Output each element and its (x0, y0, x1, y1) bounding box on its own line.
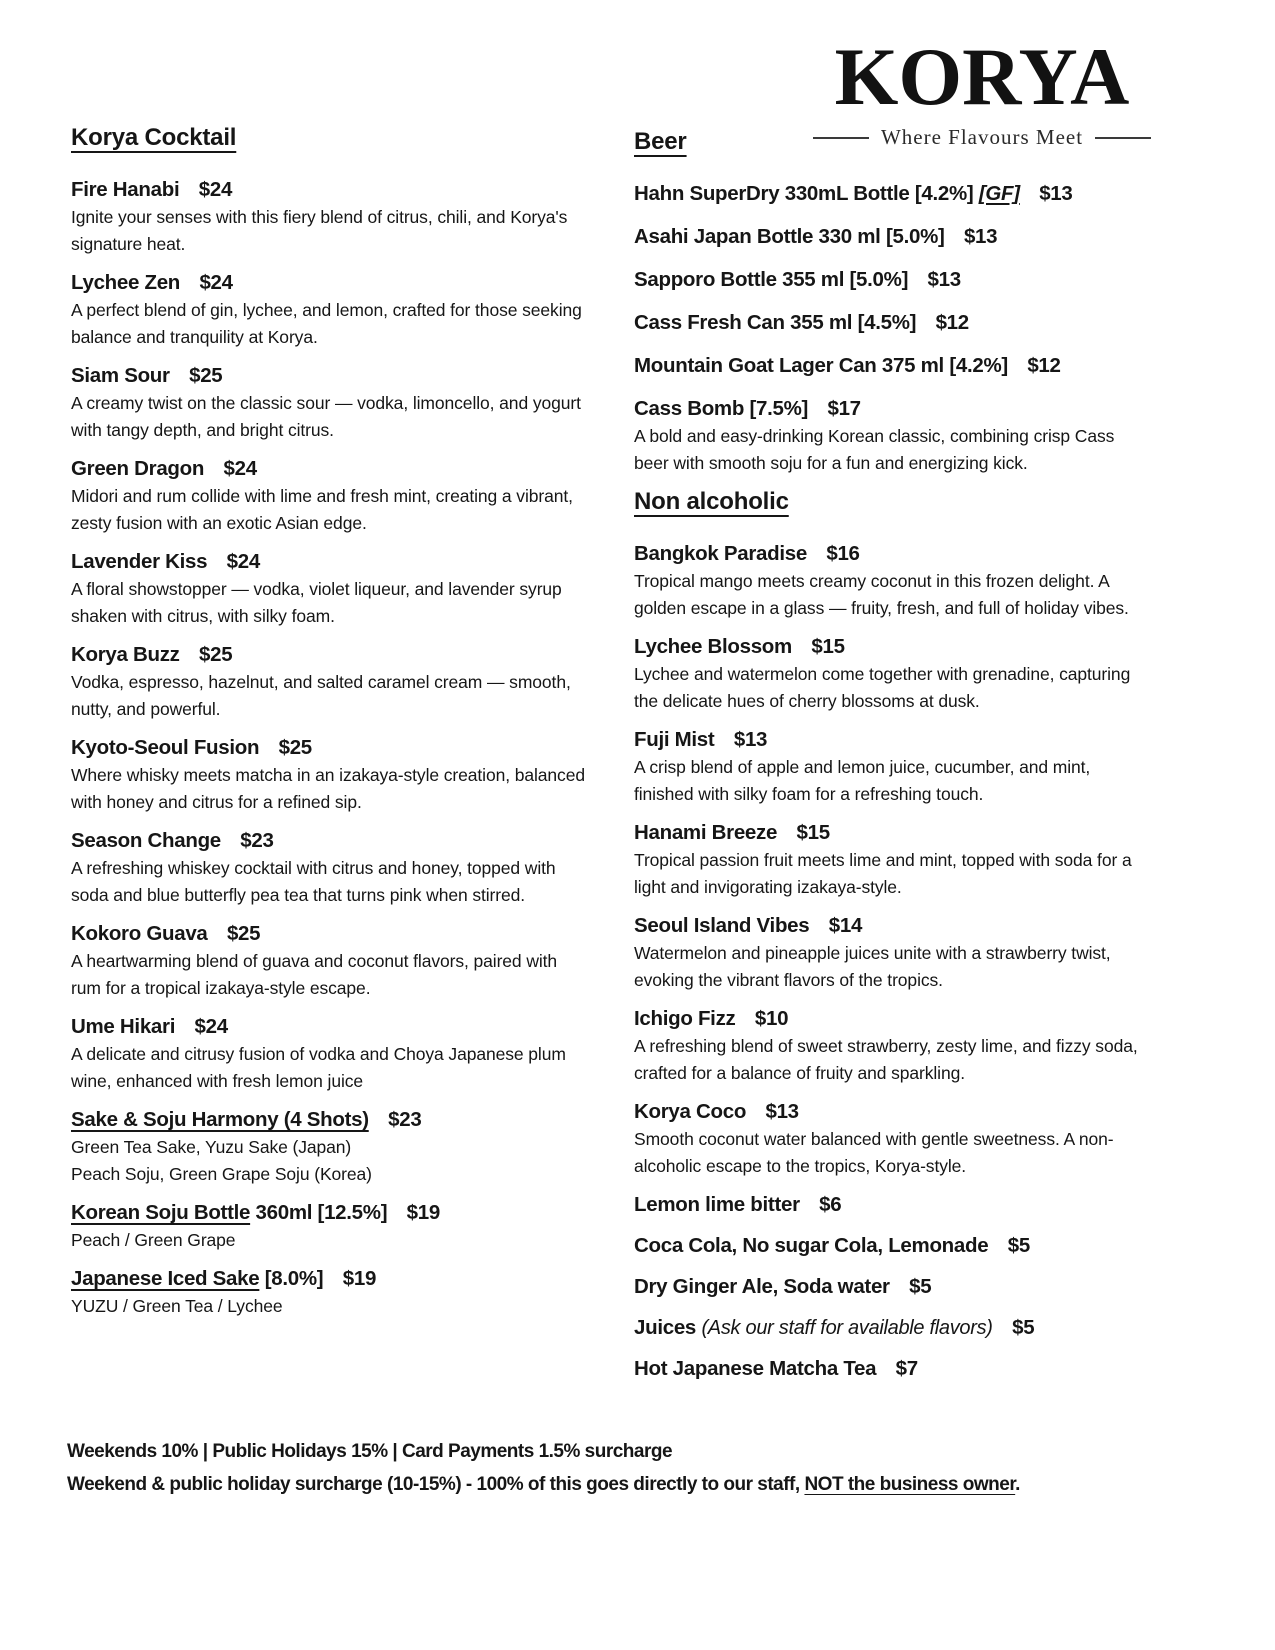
item-line (634, 1355, 1148, 1383)
item-price: $15 (811, 635, 845, 658)
item-description: Vodka, espresso, hazelnut, and salted caramel cream — smooth, nutty, and powerful. (71, 672, 571, 719)
item-name-detail: 360ml [12.5%] (255, 1201, 388, 1224)
menu-item-hahn-superdry (634, 180, 1148, 208)
item-name: Coca Cola, No sugar Cola, Lemonade (634, 1234, 989, 1257)
item-line (71, 269, 585, 297)
menu-item-ginger-ale-soda-water (634, 1273, 1148, 1301)
item-line (634, 540, 1148, 568)
item-name: Sake & Soju Harmony (4 Shots) (71, 1108, 369, 1131)
menu-item-juices (634, 1314, 1148, 1342)
item-line (634, 912, 1148, 940)
item-name: Ume Hikari (71, 1015, 176, 1038)
item-note: (Ask our staff for available flavors) (701, 1317, 993, 1339)
menu-item-lychee-zen (71, 269, 585, 351)
item-description: A delicate and citrusy fusion of vodka and Choya Japanese plum wine, enhanced with fresh lemon juice (71, 1044, 566, 1091)
item-price: $10 (754, 1007, 789, 1030)
item-price: $13 (1039, 182, 1073, 205)
item-line (634, 266, 1148, 294)
item-price: $14 (828, 914, 863, 937)
item-line (71, 641, 585, 669)
item-price: $17 (827, 397, 861, 420)
footer-note-period: . (1015, 1474, 1020, 1495)
menu-item-kyoto-seoul-fusion (71, 734, 585, 816)
item-line (634, 819, 1148, 847)
item-price: $15 (796, 821, 830, 844)
menu-item-hanami-breeze (634, 819, 1148, 901)
item-name: Korya Buzz (71, 643, 180, 666)
item-line (634, 309, 1148, 337)
section-heading-cocktails: Korya Cocktail (71, 124, 237, 151)
item-description: A creamy twist on the classic sour — vodka, limoncello, and yogurt with tangy depth, and bright citrus. (71, 393, 581, 440)
menu-item-lychee-blossom (634, 633, 1148, 715)
item-line (71, 455, 585, 483)
item-price: $7 (895, 1357, 918, 1380)
menu-item-korean-soju-bottle (71, 1199, 585, 1254)
item-line (71, 920, 585, 948)
item-line (634, 1098, 1148, 1126)
item-price: $24 (194, 1015, 228, 1038)
item-description: A bold and easy-drinking Korean classic, combining crisp Cass beer with smooth soju for a fun and energizing kick. (634, 426, 1115, 473)
item-price: $16 (826, 542, 860, 565)
item-line (71, 827, 585, 855)
item-name: Korean Soju Bottle (71, 1201, 251, 1224)
menu-item-japanese-iced-sake (71, 1265, 585, 1320)
item-name: Fuji Mist (634, 728, 715, 751)
item-line (71, 362, 585, 390)
menu-item-kokoro-guava (71, 920, 585, 1002)
item-name: Sapporo Bottle 355 ml [5.0%] (634, 268, 909, 291)
item-line (634, 726, 1148, 754)
logo-tagline: Where Flavours Meet (880, 125, 1084, 150)
item-description: A floral showstopper — vodka, violet liqueur, and lavender syrup shaken with citrus, with silky foam. (71, 579, 562, 626)
item-line (634, 395, 1148, 423)
item-name: Kyoto-Seoul Fusion (71, 736, 260, 759)
item-name: Cass Bomb [7.5%] (634, 397, 809, 420)
item-description: Smooth coconut water balanced with gentle sweetness. A non-alcoholic escape to the tropics, Korya-style. (634, 1129, 1114, 1176)
item-line (71, 1265, 585, 1293)
item-description: Tropical mango meets creamy coconut in this frozen delight. A golden escape in a glass — fruity, fresh, and full of holiday vibes. (634, 571, 1129, 618)
item-line (71, 1106, 585, 1134)
item-line (634, 1005, 1148, 1033)
item-name: Juices (634, 1316, 697, 1339)
menu-item-mountain-goat (634, 352, 1148, 380)
item-price: $6 (819, 1193, 842, 1216)
menu-item-cass-bomb (634, 395, 1148, 477)
item-price: $24 (226, 550, 260, 573)
item-option-line: YUZU / Green Tea / Lychee (71, 1296, 283, 1316)
menu-item-fire-hanabi (71, 176, 585, 258)
menu-item-seoul-island-vibes (634, 912, 1148, 994)
menu-item-coca-cola-lemonade (634, 1232, 1148, 1260)
logo-title: KORYA (834, 31, 1130, 122)
item-price: $13 (765, 1100, 799, 1123)
item-description: A refreshing whiskey cocktail with citrus and honey, topped with soda and blue butterfly pea tea that turns pink when stirred. (71, 858, 556, 905)
menu-item-lavender-kiss (71, 548, 585, 630)
item-line (634, 180, 1148, 208)
item-price: $13 (963, 225, 998, 248)
item-price: $25 (199, 643, 233, 666)
item-name: Season Change (71, 829, 221, 852)
menu-item-hot-matcha-tea (634, 1355, 1148, 1383)
item-description: Tropical passion fruit meets lime and mint, topped with soda for a light and invigorating izakaya-style. (634, 850, 1132, 897)
footer-note-text: Weekend & public holiday surcharge (10-15%) - 100% of this goes directly to our staff, (67, 1474, 805, 1495)
item-name: Fire Hanabi (71, 178, 180, 201)
item-name: Japanese Iced Sake (71, 1267, 260, 1290)
item-price: $12 (1027, 354, 1061, 377)
item-line (634, 1314, 1148, 1342)
item-line (71, 1199, 585, 1227)
item-line (634, 1273, 1148, 1301)
item-name: Ichigo Fizz (634, 1007, 736, 1030)
item-description: Midori and rum collide with lime and fresh mint, creating a vibrant, zesty fusion with an exotic Asian edge. (71, 486, 573, 533)
menu-item-siam-sour (71, 362, 585, 444)
item-name: Seoul Island Vibes (634, 914, 810, 937)
item-name: Lychee Zen (71, 271, 181, 294)
item-price: $5 (909, 1275, 932, 1298)
footer-surcharge-summary: Weekends 10% | Public Holidays 15% | Card Payments 1.5% surcharge (67, 1441, 673, 1462)
item-name: Green Dragon (71, 457, 205, 480)
item-line (634, 1191, 1148, 1219)
menu-item-lemon-lime-bitter (634, 1191, 1148, 1219)
item-name: Kokoro Guava (71, 922, 208, 945)
menu-item-ichigo-fizz (634, 1005, 1148, 1087)
item-name: Lychee Blossom (634, 635, 792, 658)
menu-item-cass-fresh (634, 309, 1148, 337)
item-name: Asahi Japan Bottle 330 ml [5.0%] (634, 225, 945, 248)
menu-item-bangkok-paradise (634, 540, 1148, 622)
item-price: $13 (927, 268, 961, 291)
item-price: $23 (240, 829, 274, 852)
item-price: $24 (223, 457, 257, 480)
item-line (634, 352, 1148, 380)
item-description: A crisp blend of apple and lemon juice, cucumber, and mint, finished with silky foam for a refreshing touch. (634, 757, 1091, 804)
item-name: Korya Coco (634, 1100, 747, 1123)
item-description: Where whisky meets matcha in an izakaya-style creation, balanced with honey and citrus for a refined sip. (71, 765, 585, 812)
item-line (634, 223, 1148, 251)
item-description: A refreshing blend of sweet strawberry, zesty lime, and fizzy soda, crafted for a balance of fruity and sparkling. (634, 1036, 1138, 1083)
footer-note-emphasis: NOT the business owner (804, 1474, 1016, 1495)
footer-surcharge-note (67, 1474, 1020, 1496)
item-line (71, 548, 585, 576)
item-price: $23 (388, 1108, 422, 1131)
item-price: $5 (1007, 1234, 1030, 1257)
section-heading-non-alcoholic: Non alcoholic (634, 488, 789, 515)
menu-item-korya-coco (634, 1098, 1148, 1180)
gluten-free-tag: [GF] (978, 182, 1020, 205)
item-line (634, 633, 1148, 661)
item-description: A perfect blend of gin, lychee, and lemon, crafted for those seeking balance and tranquility at Korya. (71, 300, 582, 347)
item-name: Hahn SuperDry 330mL Bottle [4.2%] (634, 182, 974, 205)
item-name: Cass Fresh Can 355 ml [4.5%] (634, 311, 917, 334)
menu-item-korya-buzz (71, 641, 585, 723)
beer-nonalc-column (634, 128, 1148, 1396)
cocktail-column (71, 124, 585, 1331)
item-name: Lavender Kiss (71, 550, 208, 573)
item-price: $19 (342, 1267, 377, 1290)
menu-item-season-change (71, 827, 585, 909)
menu-item-asahi (634, 223, 1148, 251)
item-description: Watermelon and pineapple juices unite with a strawberry twist, evoking the vibrant flavors of the tropics. (634, 943, 1111, 990)
item-price: $25 (278, 736, 312, 759)
item-line (71, 1013, 585, 1041)
item-option-line: Peach / Green Grape (71, 1230, 236, 1250)
item-description: Ignite your senses with this fiery blend of citrus, chili, and Korya's signature heat. (71, 207, 568, 254)
item-price: $25 (226, 922, 261, 945)
item-description: A heartwarming blend of guava and coconut flavors, paired with rum for a tropical izakaya-style escape. (71, 951, 558, 998)
item-name: Mountain Goat Lager Can 375 ml [4.2%] (634, 354, 1008, 377)
item-description: Lychee and watermelon come together with grenadine, capturing the delicate hues of cherry blossoms at dusk. (634, 664, 1131, 711)
item-name-detail: [8.0%] (264, 1267, 324, 1290)
item-name: Bangkok Paradise (634, 542, 807, 565)
item-price: $24 (199, 271, 233, 294)
menu-item-sake-soju-harmony (71, 1106, 585, 1188)
menu-item-green-dragon (71, 455, 585, 537)
menu-item-fuji-mist (634, 726, 1148, 808)
item-price: $25 (189, 364, 223, 387)
item-line (634, 1232, 1148, 1260)
item-option-line: Green Tea Sake, Yuzu Sake (Japan) (71, 1137, 352, 1157)
item-line (71, 176, 585, 204)
item-price: $12 (935, 311, 969, 334)
item-price: $13 (733, 728, 768, 751)
item-name: Hot Japanese Matcha Tea (634, 1357, 877, 1380)
item-price: $24 (198, 178, 233, 201)
item-price: $19 (406, 1201, 440, 1224)
section-heading-beer: Beer (634, 128, 687, 155)
item-name: Siam Sour (71, 364, 170, 387)
menu-item-sapporo (634, 266, 1148, 294)
item-line (71, 734, 585, 762)
menu-item-ume-hikari (71, 1013, 585, 1095)
item-name: Lemon lime bitter (634, 1193, 800, 1216)
item-name: Hanami Breeze (634, 821, 778, 844)
item-option-line: Peach Soju, Green Grape Soju (Korea) (71, 1164, 372, 1184)
item-price: $5 (1012, 1316, 1035, 1339)
item-name: Dry Ginger Ale, Soda water (634, 1275, 890, 1298)
